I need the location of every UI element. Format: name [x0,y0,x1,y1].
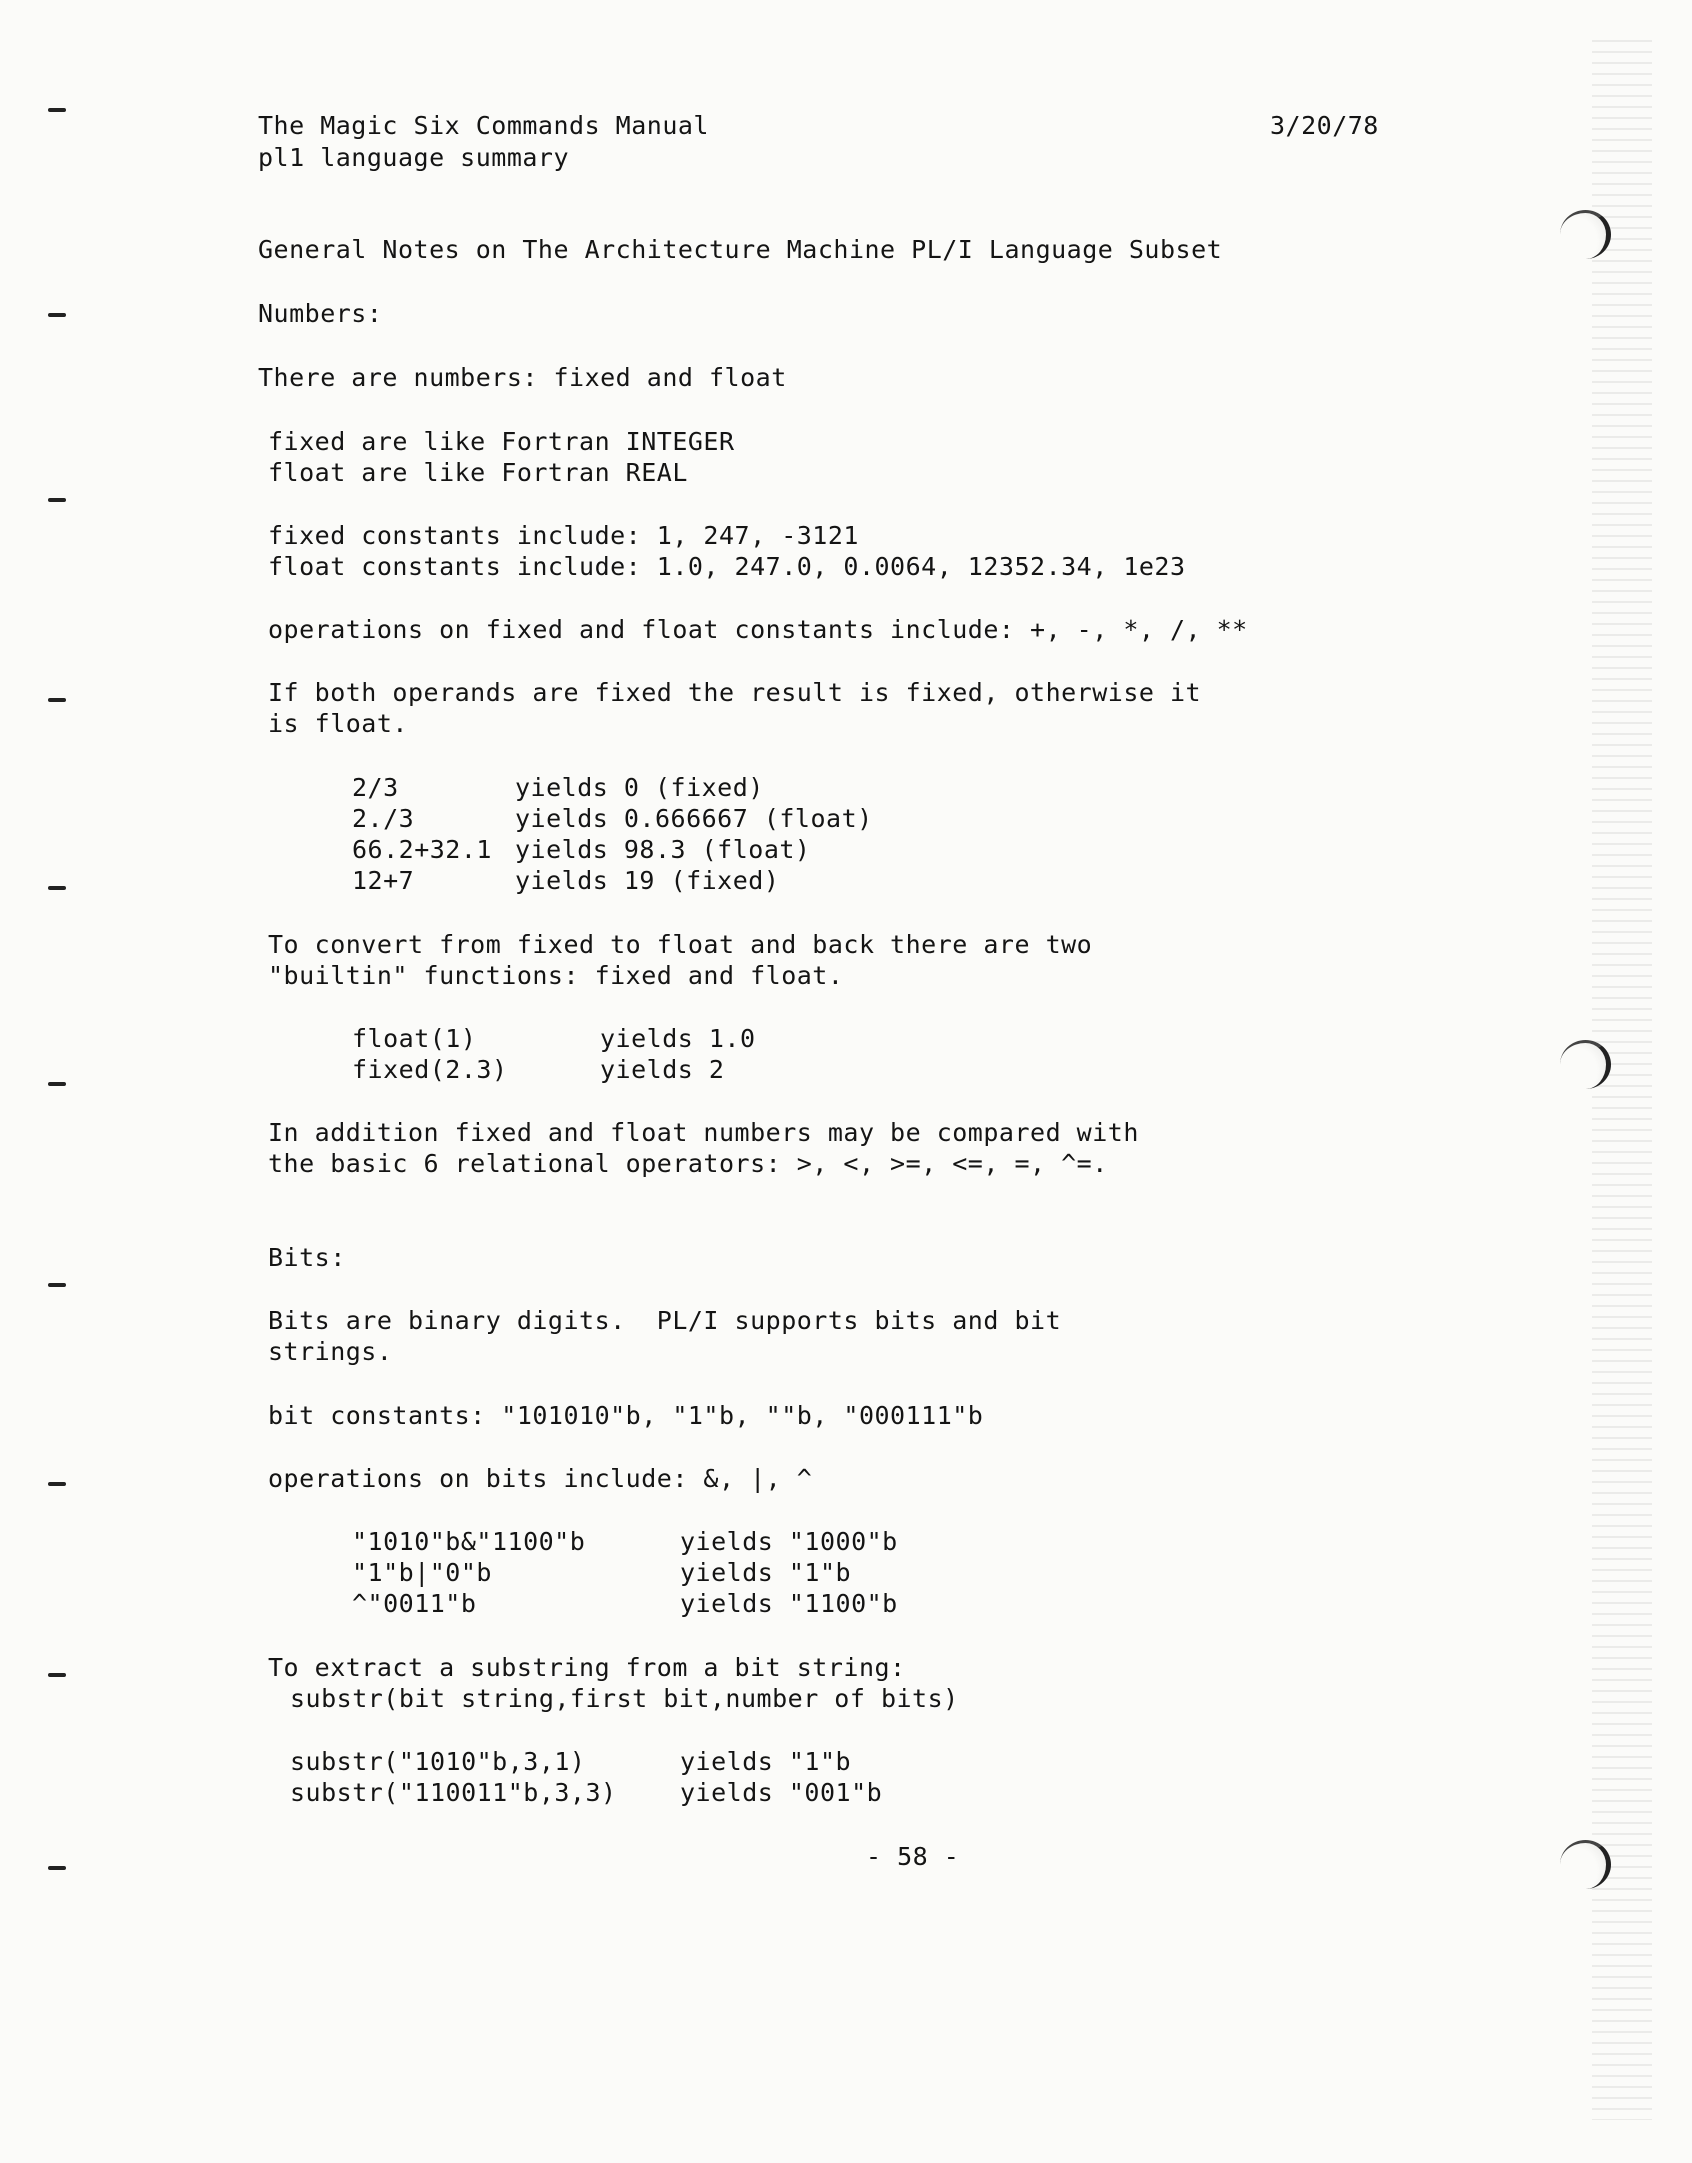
compare-line: the basic 6 relational operators: >, <, >=, <=, =, ^=. [268,1149,1108,1178]
margin-mark [48,1283,66,1287]
example-result: yields 0.666667 (float) [515,804,873,833]
convert-expression: fixed(2.3) [352,1055,508,1084]
example-result: yields 98.3 (float) [515,835,811,864]
bits-intro: Bits are binary digits. PL/I supports bits and bit [268,1306,1062,1335]
bit-operations-line: operations on bits include: &, |, ^ [268,1464,813,1493]
bit-example-result: yields "1"b [680,1558,852,1587]
example-expression: 2/3 [352,773,399,802]
bits-intro: strings. [268,1337,393,1366]
example-expression: 66.2+32.1 [352,835,492,864]
substr-result: yields "001"b [680,1778,883,1807]
bits-heading: Bits: [268,1243,346,1272]
numeric-operations-line: operations on fixed and float constants include: +, -, *, /, ** [268,615,1248,644]
margin-mark [48,108,66,112]
convert-line: To convert from fixed to float and back there are two [268,930,1093,959]
bit-example-expression: "1010"b&"1100"b [352,1527,586,1556]
fixed-constants-line: fixed constants include: 1, 247, -3121 [268,521,859,550]
margin-mark [48,1482,66,1486]
punch-hole-icon [1560,210,1611,259]
float-constants-line: float constants include: 1.0, 247.0, 0.0064, 12352.34, 1e23 [268,552,1186,581]
substr-expression: substr("110011"b,3,3) [290,1778,617,1807]
substr-line: To extract a substring from a bit string: [268,1653,906,1682]
substr-expression: substr("1010"b,3,1) [290,1747,586,1776]
result-rule-line: If both operands are fixed the result is fixed, otherwise it [268,678,1202,707]
margin-mark [48,1673,66,1677]
bit-example-result: yields "1000"b [680,1527,898,1556]
page-title: General Notes on The Architecture Machine PL/I Language Subset [258,235,1223,264]
numbers-heading: Numbers: [258,299,383,328]
example-result: yields 0 (fixed) [515,773,764,802]
bit-example-result: yields "1100"b [680,1589,898,1618]
margin-mark [48,498,66,502]
document-date: 3/20/78 [1270,111,1379,140]
manual-title: The Magic Six Commands Manual [258,111,709,140]
compare-line: In addition fixed and float numbers may be compared with [268,1118,1139,1147]
margin-mark [48,313,66,317]
bit-example-expression: "1"b|"0"b [352,1558,492,1587]
convert-line: "builtin" functions: fixed and float. [268,961,844,990]
float-like-line: float are like Fortran REAL [268,458,688,487]
margin-mark [48,698,66,702]
section-name: pl1 language summary [258,143,570,172]
margin-mark [48,886,66,890]
margin-mark [48,1082,66,1086]
margin-mark [48,1866,66,1870]
fixed-like-line: fixed are like Fortran INTEGER [268,427,735,456]
convert-expression: float(1) [352,1024,477,1053]
example-result: yields 19 (fixed) [515,866,780,895]
example-expression: 2./3 [352,804,415,833]
page-number: - 58 - [866,1842,960,1871]
example-expression: 12+7 [352,866,415,895]
substr-result: yields "1"b [680,1747,852,1776]
bit-constants-line: bit constants: "101010"b, "1"b, ""b, "000111"b [268,1401,984,1430]
convert-result: yields 2 [600,1055,725,1084]
bit-example-expression: ^"0011"b [352,1589,477,1618]
numbers-intro: There are numbers: fixed and float [258,363,787,392]
convert-result: yields 1.0 [600,1024,756,1053]
punch-hole-icon [1560,1840,1611,1889]
result-rule-line: is float. [268,709,408,738]
substr-syntax-line: substr(bit string,first bit,number of bits) [290,1684,959,1713]
punch-hole-icon [1560,1040,1611,1089]
